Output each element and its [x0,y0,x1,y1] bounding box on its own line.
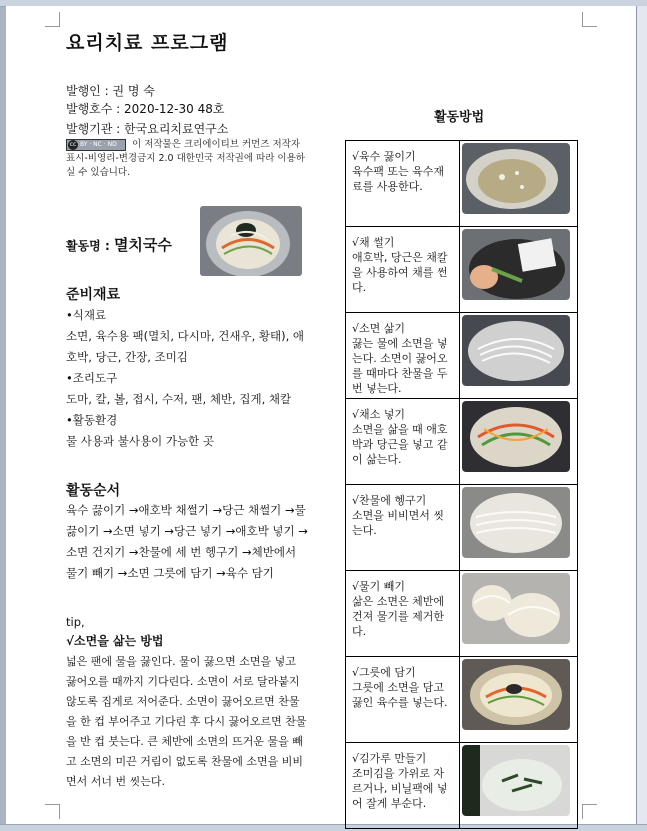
license-notice [66,138,308,180]
boiling-noodles-image [462,315,570,386]
method-step-row [346,571,578,657]
method-step-desc: 육수팩 또는 육수재료를 사용한다. [352,165,445,193]
issue-line: 발행호수 : 2020-12-30 48호 [66,102,225,116]
broth-pot-image [462,143,570,214]
finished-noodle-dish-image [200,206,302,276]
method-step-title: √찬물에 헹구기 [352,494,427,507]
margin-mark-top-right [582,12,597,27]
tip-heading: √소면을 삶는 방법 [66,634,164,648]
tip-label: tip, [66,615,85,629]
method-step-title: √물기 빼기 [352,580,406,593]
food-list: 소면, 육수용 팩(멸치, 다시마, 건새우, 황태), 애호박, 당근, 간장, 조미김 [66,329,305,364]
cc-badge-label: BY · NC · ND [80,140,117,148]
method-step-text-cell [346,743,460,829]
method-step-row [346,227,578,313]
tools-list: 도마, 칼, 볼, 접시, 수저, 팬, 체반, 집게, 채칼 [66,392,292,406]
activity-label: 활동명 : [66,239,114,253]
method-step-image-cell [459,485,577,571]
method-step-row [346,743,578,829]
method-step-title: √소면 삶기 [352,322,406,335]
sequence-heading: 활동순서 [66,483,121,499]
vegetables-image [462,401,570,472]
tools-label: •조리도구 [66,371,118,385]
ingredients-body [66,305,308,452]
method-step-desc: 소면을 삶을 때 애호박과 당근을 넣고 같이 삶는다. [352,423,448,466]
vertical-scrollbar[interactable] [637,6,647,824]
cc-license-badge [66,139,126,151]
draining-image [462,573,570,644]
method-step-image-cell [459,657,577,743]
margin-mark-top-left [45,12,60,27]
method-step-image-cell [459,399,577,485]
cc-icon: cc [69,140,77,148]
method-step-desc: 그릇에 소면을 담고 끓인 육수를 넣는다. [352,681,448,709]
method-step-image-cell [459,141,577,227]
method-heading: 활동방법 [434,110,485,125]
document-title: 요리치료 프로그램 [66,32,229,54]
license-text: 이 저작물은 크리에이티브 커먼즈 저작자표시-비영리-변경금지 2.0 대한민국 저작권에 따라 이용하실 수 있습니다. [66,139,305,178]
method-step-title: √채소 넣기 [352,408,406,421]
method-step-row [346,141,578,227]
food-label: •식재료 [66,308,107,322]
method-step-title: √그릇에 담기 [352,666,416,679]
method-step-desc: 삶은 소면은 체반에 건져 물기를 제거한다. [352,595,445,638]
method-step-image-cell [459,571,577,657]
method-step-text-cell [346,657,460,743]
activity-title [66,234,172,255]
method-step-text-cell [346,313,460,399]
method-step-title: √김가루 만들기 [352,752,427,765]
method-step-text-cell [346,227,460,313]
method-step-desc: 끓는 물에 소면을 넣는다. 소면이 끓어오를 때마다 찬물을 두 번 넣는다. [352,337,448,395]
seaweed-image [462,745,570,816]
method-step-text-cell [346,485,460,571]
tip-text: 넓은 팬에 물을 끓인다. 물이 끓으면 소면을 넣고 끓어오를 때까지 기다린다. 소면이 서로 달라붙지 않도록 집게로 저어준다. 소면이 끓어오르면 찬물을 한 컵 부어주고 기다린 후 다시 끓어오르면 찬물을 반 컵 붓는다. 큰 체반에 소면의 뜨거운 물을 빼고 소면의 미끈 거림이 없도록 찬물에 소면을 비비면서 서너 번 씻는다. [66,655,307,788]
method-step-text-cell [346,399,460,485]
institution-line: 발행기관 : 한국요리치료연구소 [66,122,229,136]
bowl-image [462,659,570,730]
method-step-title: √채 썰기 [352,236,395,249]
rinsing-image [462,487,570,558]
margin-mark-bottom-right [582,804,597,819]
method-step-desc: 애호박, 당근은 채칼을 사용하여 채를 썬다. [352,251,448,294]
method-step-row [346,399,578,485]
method-step-desc: 소면을 비비면서 씻는다. [352,509,445,537]
slicing-image [462,229,570,300]
method-step-image-cell [459,227,577,313]
method-step-text-cell [346,141,460,227]
sequence-text: 육수 끓이기 →애호박 채썰기 →당근 채썰기 →물 끓이기 →소면 넣기 →당근 넣기 →애호박 넣기 →소면 건지기 →찬물에 세 번 헹구기 →체반에서 물기 빼기 →소면 그릇에 담기 →육수 담기 [66,503,308,580]
margin-mark-bottom-left [45,804,60,819]
method-step-image-cell [459,313,577,399]
method-step-desc: 조미김을 가위로 자르거나, 비닐팩에 넣어 잘게 부순다. [352,767,448,810]
ingredients-heading: 준비재료 [66,287,121,303]
method-step-row [346,485,578,571]
publisher-line: 발행인 : 권 명 숙 [66,84,155,98]
method-table [345,140,578,829]
method-step-title: √육수 끓이기 [352,150,416,163]
method-step-image-cell [459,743,577,829]
method-step-row [346,313,578,399]
method-step-text-cell [346,571,460,657]
activity-name: 멸치국수 [113,236,172,254]
environment-label: •활동환경 [66,413,118,427]
method-step-row [346,657,578,743]
environment-text: 물 사용과 불사용이 가능한 곳 [66,434,214,448]
